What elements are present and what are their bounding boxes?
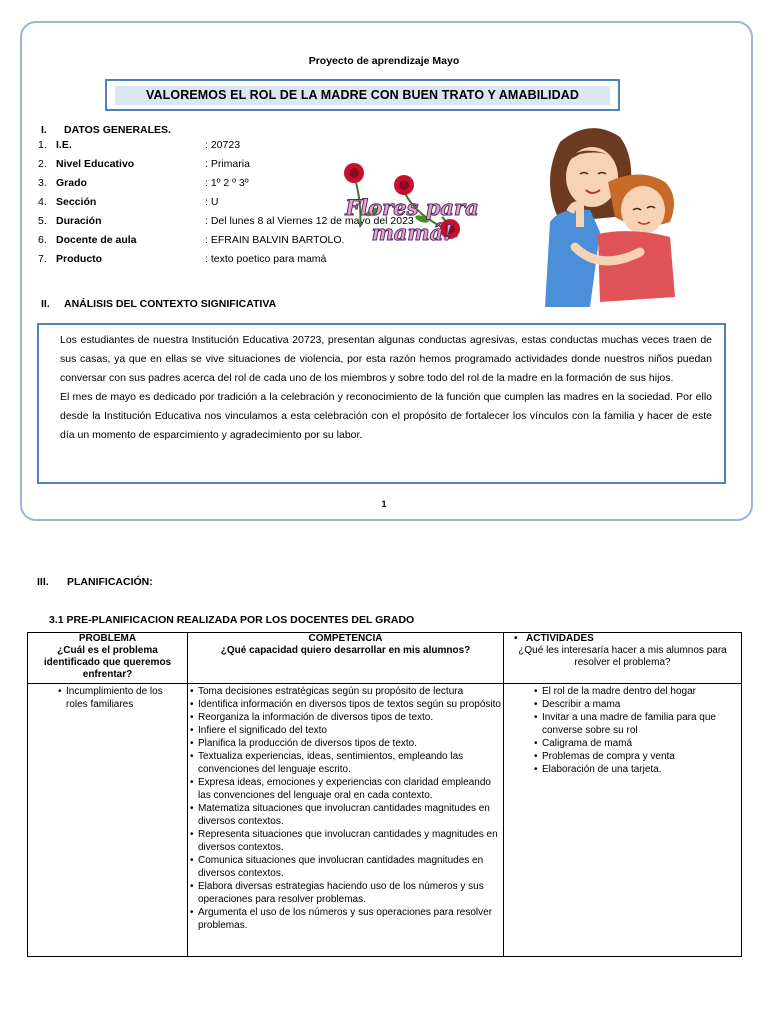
row-value: : U — [205, 196, 219, 208]
cell-problema — [28, 684, 188, 957]
list-item: • Expresa ideas, emociones y experiencias con claridad empleando las convenciones del lenguaje oral en cada contexto. — [198, 776, 501, 802]
section3-subtitle: 3.1 PRE-PLANIFICACION REALIZADA POR LOS DOCENTES DEL GRADO — [49, 614, 415, 626]
row-value: : Del lunes 8 al Viernes 12 de mayo del 2023 — [205, 215, 414, 227]
list-item: • Toma decisiones estratégicas según su propósito de lectura — [198, 685, 501, 698]
table-row — [28, 684, 742, 957]
row-number: 2. — [38, 158, 47, 170]
header-actividades-title: • ACTIVIDADES — [514, 633, 594, 644]
row-label: I.E. — [56, 139, 72, 151]
list-item: • Infiere el significado del texto — [198, 724, 501, 737]
list-item: • Textualiza experiencias, ideas, sentimientos, empleando las convenciones del lenguaje escrito. — [198, 750, 501, 776]
row-number: 1. — [38, 139, 47, 151]
header-actividades-question: ¿Qué les interesaría hacer a mis alumnos para resolver el problema? — [518, 645, 727, 668]
list-item: • Planifica la producción de diversos tipos de texto. — [198, 737, 501, 750]
header-problema-title: PROBLEMA — [78, 633, 137, 644]
main-title: VALOREMOS EL ROL DE LA MADRE CON BUEN TRATO Y AMABILIDAD — [115, 86, 610, 105]
header-actividades — [504, 633, 742, 684]
list-item: • Describir a mama — [542, 698, 739, 711]
row-label: Sección — [56, 196, 97, 208]
list-item: • Matematiza situaciones que involucran cantidades magnitudes en diversos contextos. — [198, 802, 501, 828]
list-item: • Problemas de compra y venta — [542, 750, 739, 763]
table-header-row — [28, 633, 742, 684]
competency-list — [190, 684, 501, 932]
row-label: Docente de aula — [56, 234, 137, 246]
data-row-producto — [38, 251, 518, 268]
cell-actividades — [504, 684, 742, 957]
row-value: : Primaria — [205, 158, 250, 170]
section1-title: DATOS GENERALES. — [64, 124, 171, 136]
list-item: • Identifica información en diversos tipos de textos según su propósito — [198, 698, 501, 711]
list-item: • Reorganiza la información de diversos tipos de texto. — [198, 711, 501, 724]
activities-list — [506, 684, 739, 776]
context-box — [37, 323, 726, 484]
row-value: : EFRAIN BALVIN BARTOLO. — [205, 234, 345, 246]
header-problema — [28, 633, 188, 684]
row-value: : texto poetico para mamá — [205, 253, 327, 265]
section2-title: ANÁLISIS DEL CONTEXTO SIGNIFICATIVA — [64, 298, 277, 310]
list-item: • Incumplimiento de los roles familiares — [66, 685, 185, 711]
list-item: • Comunica situaciones que involucran cantidades magnitudes en diversos contextos. — [198, 854, 501, 880]
list-item: • El rol de la madre dentro del hogar — [542, 685, 739, 698]
row-number: 4. — [38, 196, 47, 208]
flores-text: Flores para mamá! — [345, 195, 479, 245]
row-number: 7. — [38, 253, 47, 265]
row-label: Nivel Educativo — [56, 158, 135, 170]
list-item: • Elabora diversas estrategias haciendo uso de los números y sus operaciones para resolver problemas. — [198, 880, 501, 906]
context-paragraph-1: Los estudiantes de nuestra Institución Educativa 20723, presentan algunas conductas agresivas, estas conductas muchas veces traen de sus casas, ya que en ellas se vive situaciones de violencia, por esta razón hemos programado actividades donde nuestros niños puedan conversar con sus padres acerca del rol de cada uno de los miembros y sobre todo del rol de la madre en la formación de sus hijos. — [60, 334, 712, 384]
main-title-box — [105, 79, 620, 111]
row-number: 3. — [38, 177, 47, 189]
context-text — [60, 331, 712, 445]
planning-table — [27, 632, 742, 957]
data-row-ie — [38, 137, 518, 154]
row-value: : 1º 2 º 3º — [205, 177, 249, 189]
section3-title: PLANIFICACIÓN: — [67, 576, 153, 588]
problem-list — [30, 684, 185, 711]
mother-child-illustration — [520, 122, 700, 310]
header-competencia-question: ¿Qué capacidad quiero desarrollar en mis alumnos? — [220, 645, 471, 656]
list-item: • Elaboración de una tarjeta. — [542, 763, 739, 776]
mother-hugging-child-icon — [520, 122, 700, 310]
cell-competencia — [188, 684, 504, 957]
row-label: Grado — [56, 177, 87, 189]
header-competencia — [188, 633, 504, 684]
row-number: 5. — [38, 215, 47, 227]
list-item: • Caligrama de mamá — [542, 737, 739, 750]
section2-number: II. — [41, 298, 50, 310]
context-paragraph-2: El mes de mayo es dedicado por tradición a la celebración y reconocimiento de la función que cumplen las madres en la sociedad. Por ello desde la Institución Educativa nos vinculamos a esta celebración con el propósito de fortalecer los vínculos con la familia y hacer de este día un momento de esparcimiento y agradecimiento por su labor. — [60, 391, 712, 441]
row-number: 6. — [38, 234, 47, 246]
section1-number: I. — [41, 124, 47, 136]
project-title: Proyecto de aprendizaje Mayo — [308, 55, 460, 67]
row-label: Producto — [56, 253, 103, 265]
list-item: • Invitar a una madre de familia para que converse sobre su rol — [542, 711, 739, 737]
row-value: : 20723 — [205, 139, 241, 151]
flores-para-mama-graphic — [302, 157, 522, 247]
header-problema-question: ¿Cuál es el problema identificado que queremos enfrentar? — [43, 645, 172, 680]
row-label: Duración — [56, 215, 102, 227]
page-number: 1 — [381, 499, 387, 509]
section3-number: III. — [37, 576, 49, 588]
list-item: • Argumenta el uso de los números y sus operaciones para resolver problemas. — [198, 906, 501, 932]
header-actividades-label: ACTIVIDADES — [526, 633, 594, 644]
list-item: • Representa situaciones que involucran cantidades y magnitudes en diversos contextos. — [198, 828, 501, 854]
header-competencia-title: COMPETENCIA — [308, 633, 383, 644]
